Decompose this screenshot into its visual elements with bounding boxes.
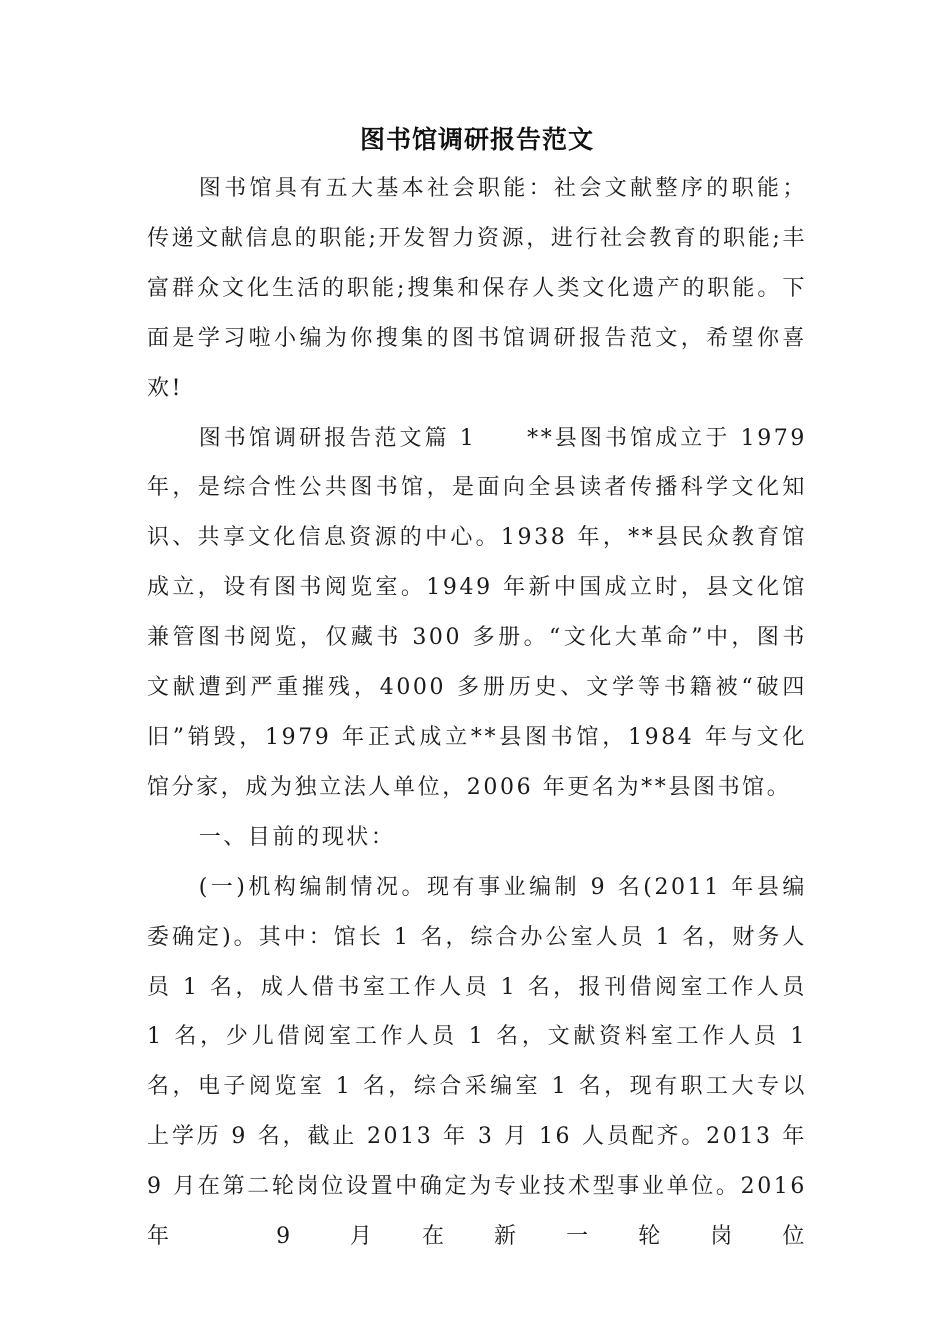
staffing-paragraph: (一)机构编制情况。现有事业编制 9 名(2011 年县编委确定)。其中：馆长 1 名，综合办公室人员 1 名，财务人员 1 名，成人借书室工作人员 1 名，报刊借阅室工作人员 1 名，少儿借阅室工作人员 1 名，文献资料室工作人员 1 名，电子阅览室 1 名，综合采编室 1 名，现有职工大专以上学历 9 名，截止 2013 年 3 月 16 人员配齐。2013 年 9 月在第二轮岗位设置中确定为专业技术型事业单位。2016 年 9 月在新一轮岗位 — [147, 874, 807, 1250]
document-page — [147, 118, 807, 1262]
history-paragraph: 图书馆调研报告范文篇 1 **县图书馆成立于 1979 年，是综合性公共图书馆，是面向全县读者传播科学文化知识、共享文化信息资源的中心。1938 年，**县民众教育馆成立，设有图书阅览室。1949 年新中国成立时，县文化馆兼管图书阅览，仅藏书 300 多册。“文化大革命”中，图书文献遭到严重摧残，4000 多册历史、文学等书籍被“破四旧”销毁，1979 年正式成立**县图书馆，1984 年与文化馆分家，成为独立法人单位，2006 年更名为**县图书馆。 — [147, 425, 807, 800]
section-heading-current-status: 一、目前的现状： — [198, 824, 396, 850]
document-title: 图书馆调研报告范文 — [359, 125, 594, 154]
intro-paragraph: 图书馆具有五大基本社会职能：社会文献整序的职能；传递文献信息的职能;开发智力资源，进行社会教育的职能;丰富群众文化生活的职能;搜集和保存人类文化遗产的职能。下面是学习啦小编为你搜集的图书馆调研报告范文，希望你喜欢! — [147, 176, 807, 401]
